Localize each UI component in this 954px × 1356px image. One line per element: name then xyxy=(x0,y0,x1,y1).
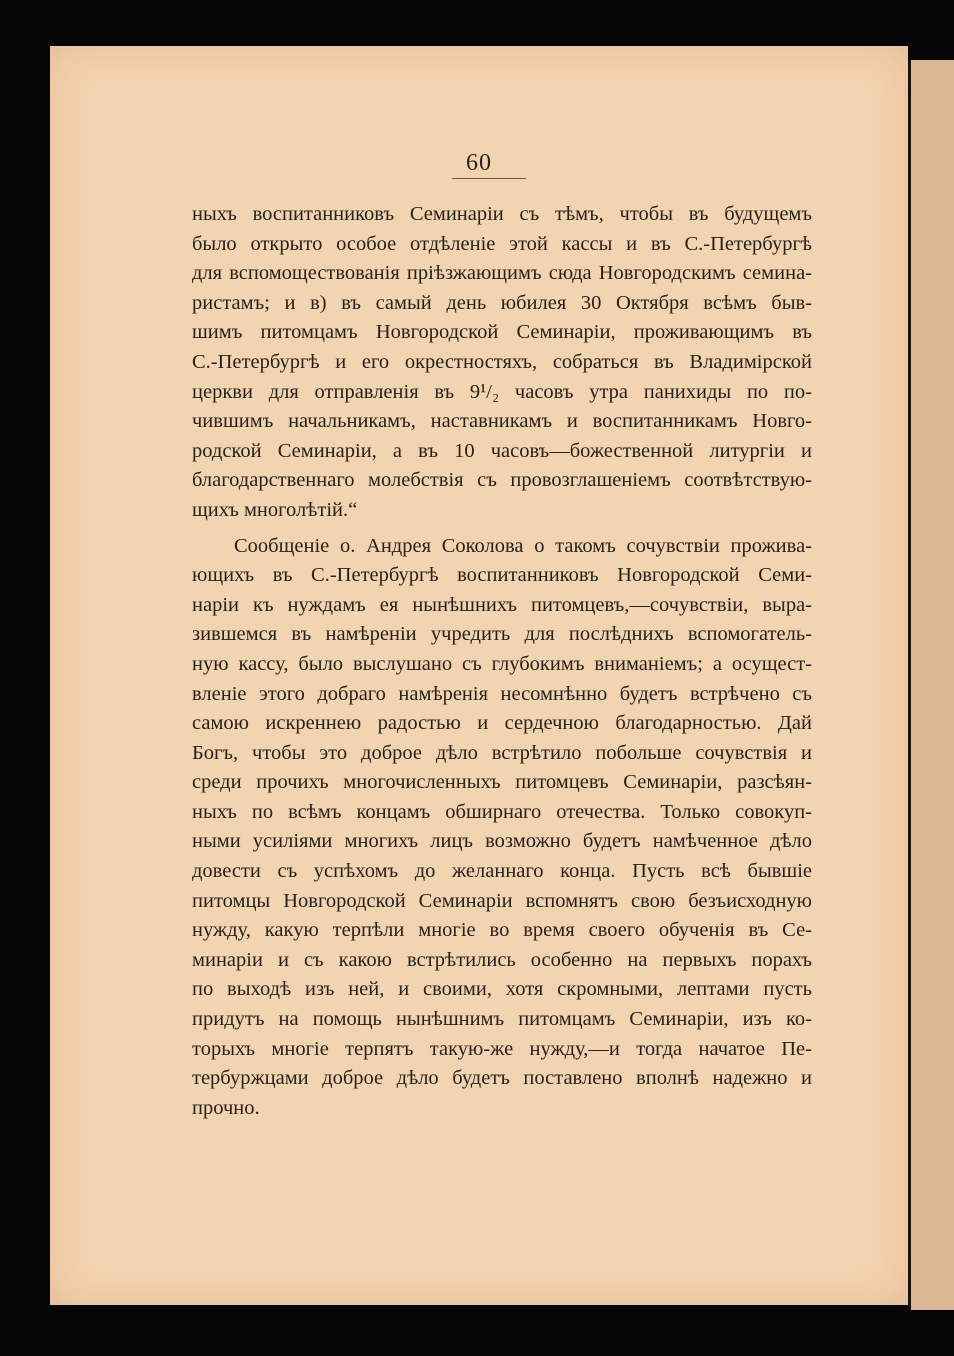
text-line: Богъ, чтобы это доброе дѣло встрѣтило побольше сочувствія и xyxy=(192,741,812,764)
text-line: придутъ на помощь нынѣшнимъ питомцамъ Семинаріи, изъ ко- xyxy=(192,1008,812,1031)
text-line: ныхъ воспитанниковъ Семинаріи съ тѣмъ, чтобы въ будущемъ xyxy=(192,203,812,225)
text-line: С.-Петербургѣ и его окрестностяхъ, собраться въ Владимірской xyxy=(192,350,812,373)
text-line: чившимъ начальникамъ, наставникамъ и воспитанникамъ Новго- xyxy=(192,410,812,433)
text-line: Сообщеніе о. Андрея Соколова о такомъ сочувствіи прожива- xyxy=(234,534,812,557)
paragraph-2 xyxy=(192,532,812,1124)
text-line: ристамъ; и в) въ самый день юбилея 30 Октября всѣмъ быв- xyxy=(192,291,812,314)
text-line: щихъ многолѣтій.“ xyxy=(192,498,358,521)
text-line: среди прочихъ многочисленныхъ питомцевъ Семинаріи, разсѣян- xyxy=(192,771,812,794)
text-line: ную кассу, было выслушано съ глубокимъ вниманіемъ; а осущест- xyxy=(192,652,812,675)
text-line: родской Семинаріи, а въ 10 часовъ—божественной литургіи и xyxy=(192,439,812,462)
text-line: тербуржцами доброе дѣло будетъ поставлено вполнѣ надежно и xyxy=(192,1067,812,1090)
text-line: было открыто особое отдѣленіе этой кассы и въ С.-Петербургѣ xyxy=(192,232,812,255)
text-line: самою искреннею радостью и сердечною благодарностью. Дай xyxy=(192,712,812,735)
text-line: ными усиліями многихъ лицъ возможно будетъ намѣченное дѣло xyxy=(192,830,812,853)
text-line: вленіе этого добраго намѣренія несомнѣнно будетъ встрѣчено съ xyxy=(192,682,812,705)
text-line: минаріи и съ какою встрѣтились особенно на первыхъ порахъ xyxy=(192,948,812,971)
text-line: нужду, какую терпѣли многіе во время своего обученія въ Се- xyxy=(192,919,812,942)
page-number: 60 xyxy=(466,150,492,176)
text-line: благодарственнаго молебствія съ провозглашеніемъ соотвѣтствую- xyxy=(192,469,812,492)
text-line: питомцы Новгородской Семинаріи вспомнятъ свою безъисходную xyxy=(192,889,812,912)
paragraph-1 xyxy=(192,200,812,526)
text-line: для вспомоществованія пріѣзжающимъ сюда Новгородскимъ семина- xyxy=(192,262,812,285)
body-text xyxy=(192,200,812,1123)
text-line: ющихъ въ С.-Петербургѣ воспитанниковъ Новгородской Семи- xyxy=(192,564,812,587)
text-line: ныхъ по всѣмъ концамъ обширнаго отечества. Только совокуп- xyxy=(192,800,812,823)
text-line: наріи къ нуждамъ ея нынѣшнихъ питомцевъ,—сочувствіи, выра- xyxy=(192,593,812,616)
text-line: шимъ питомцамъ Новгородской Семинаріи, проживающимъ въ xyxy=(192,321,812,344)
text-line: зившемся въ намѣреніи учредить для послѣднихъ вспомогатель- xyxy=(192,623,812,646)
text-line: церкви для отправленія въ 9¹/₂ часовъ утра панихиды по по- xyxy=(192,380,812,403)
text-line: довести съ успѣхомъ до желаннаго конца. Пусть всѣ бывшіе xyxy=(192,860,812,883)
next-page-edge xyxy=(908,60,954,1310)
page-sheet xyxy=(50,46,908,1305)
text-line: по выходѣ изъ ней, и своими, хотя скромными, лептами пусть xyxy=(192,978,812,1001)
header-rule xyxy=(452,178,526,179)
text-line: прочно. xyxy=(192,1096,260,1119)
text-line: торыхъ многіе терпятъ такую-же нужду,—и тогда начатое Пе- xyxy=(192,1037,812,1060)
